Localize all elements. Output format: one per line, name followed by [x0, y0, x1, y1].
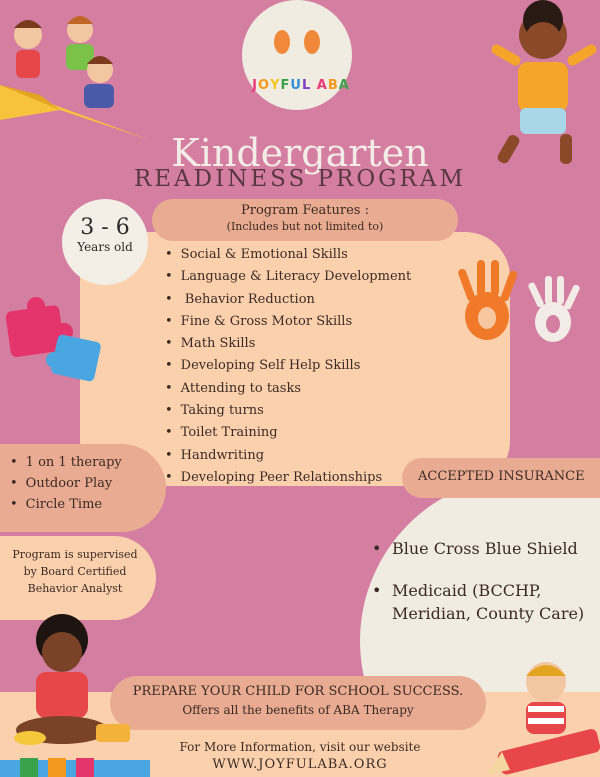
logo-letter: Y — [270, 78, 281, 93]
list-item: • Developing Self Help Skills — [165, 355, 411, 377]
logo-eye-left — [274, 30, 290, 54]
logo-smiley — [242, 0, 352, 110]
puzzle-pieces-icon — [6, 294, 106, 389]
supervised-line: Behavior Analyst — [27, 582, 123, 595]
list-item: • Circle Time — [10, 494, 122, 515]
list-item: • Medicaid (BCCHP, Meridian, County Care) — [372, 579, 600, 625]
insurance-title: ACCEPTED INSURANCE — [418, 469, 585, 484]
logo-letter: O — [258, 78, 271, 93]
insurance-list — [372, 537, 600, 625]
list-item: • Blue Cross Blue Shield — [372, 539, 578, 558]
list-item: • Toilet Training — [165, 422, 411, 444]
supervised-note — [0, 546, 150, 597]
logo-letter: U — [290, 78, 302, 93]
supervised-line: by Board Certified — [23, 565, 127, 578]
logo-letter: A — [316, 78, 328, 93]
list-item: • 1 on 1 therapy — [10, 452, 122, 473]
sitting-girl-icon — [0, 610, 150, 777]
kids-on-paper-plane-icon — [0, 0, 160, 150]
website-link[interactable]: WWW.JOYFULABA.ORG — [212, 757, 388, 772]
features-subtitle: (Includes but not limited to) — [226, 220, 384, 233]
jumping-kid-icon — [488, 0, 600, 180]
handprints-icon — [455, 256, 585, 356]
age-label: Years old — [77, 240, 133, 254]
therapy-list — [10, 452, 122, 515]
logo-text — [246, 78, 356, 93]
list-item: • Handwriting — [165, 445, 411, 467]
list-item: • Language & Literacy Development — [165, 266, 411, 288]
features-header — [152, 199, 458, 241]
logo-letter: B — [327, 78, 339, 93]
page-title: Kindergarten — [171, 131, 429, 175]
logo-eye-right — [304, 30, 320, 54]
insurance-item: Blue Cross Blue Shield — [392, 539, 578, 558]
insurance-item: Medicaid (BCCHP, Meridian, County Care) — [392, 581, 585, 623]
logo-letter: L — [301, 78, 312, 93]
list-item: • Math Skills — [165, 333, 411, 355]
cta-pill — [110, 676, 486, 730]
list-item: • Fine & Gross Motor Skills — [165, 311, 411, 333]
list-item: • Social & Emotional Skills — [165, 244, 411, 266]
list-item: • Developing Peer Relationships — [165, 467, 411, 489]
list-item: • Outdoor Play — [10, 473, 122, 494]
list-item: • Attending to tasks — [165, 378, 411, 400]
age-badge — [62, 199, 148, 285]
list-item: • Taking turns — [165, 400, 411, 422]
age-range: 3 - 6 — [80, 215, 130, 240]
list-item: • Behavior Reduction — [165, 289, 411, 311]
page-subtitle: READINESS PROGRAM — [133, 166, 467, 192]
logo-letter: A — [338, 78, 350, 93]
more-info-text: For More Information, visit our website — [179, 740, 421, 754]
logo-letter: J — [252, 78, 259, 93]
cta-title: PREPARE YOUR CHILD FOR SCHOOL SUCCESS. — [132, 684, 464, 699]
boy-on-pencil-icon — [488, 652, 600, 777]
features-title: Program Features : — [241, 203, 369, 218]
cta-subtitle: Offers all the benefits of ABA Therapy — [182, 703, 414, 717]
supervised-line: Program is supervised — [12, 548, 138, 561]
logo-letter: F — [280, 78, 291, 93]
features-list — [165, 244, 411, 489]
